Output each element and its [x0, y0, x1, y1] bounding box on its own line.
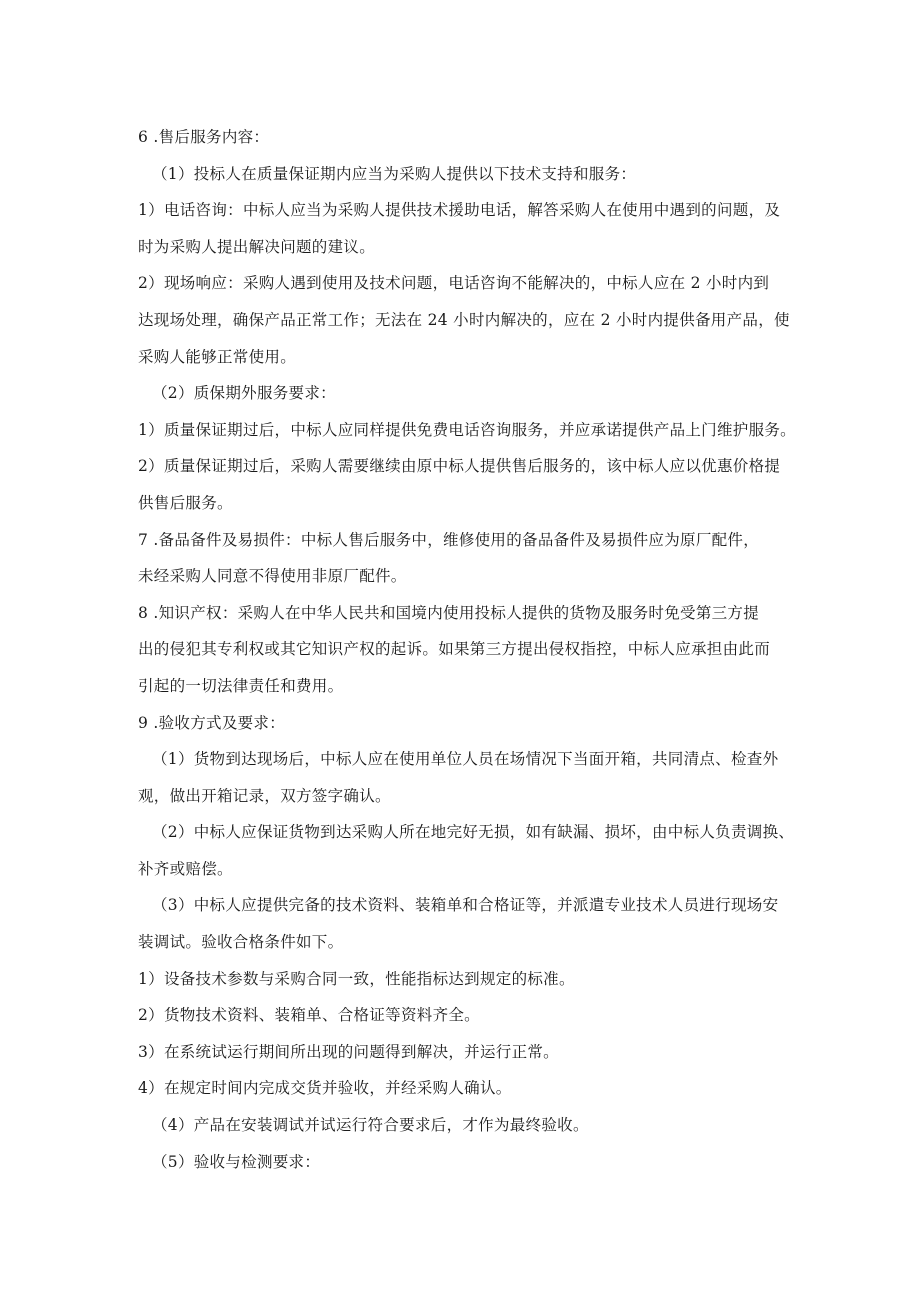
text-line: 未经采购人同意不得使用非原厂配件。: [138, 567, 407, 586]
text-line: 出的侵犯其专利权或其它知识产权的起诉。如果第三方提出侵权指控，中标人应承担由此而: [138, 640, 771, 659]
text-line: （5）验收与检测要求：: [152, 1152, 321, 1171]
text-line: （3）中标人应提供完备的技术资料、装箱单和合格证等，并派遣专业技术人员进行现场安: [152, 896, 779, 915]
text-line: 1）设备技术参数与采购合同一致，性能指标达到规定的标准。: [138, 969, 575, 988]
text-line: 2）货物技术资料、装箱单、合格证等资料齐全。: [138, 1006, 480, 1025]
text-line: 观，做出开箱记录，双方签字确认。: [138, 786, 391, 805]
text-line: 补齐或赔偿。: [138, 859, 233, 878]
text-line: （4）产品在安装调试并试运行符合要求后，才作为最终验收。: [152, 1116, 589, 1135]
document-body: [138, 119, 828, 1180]
text-line: 1）质量保证期过后，中标人应同样提供免费电话咨询服务，并应承诺提供产品上门维护服务。: [138, 420, 796, 439]
text-line: 7 .备品备件及易损件：中标人售后服务中，维修使用的备品备件及易损件应为原厂配件，: [138, 530, 760, 549]
text-line: （1）投标人在质量保证期内应当为采购人提供以下技术支持和服务：: [152, 164, 637, 183]
text-line: 6 .售后服务内容：: [138, 128, 270, 146]
text-line: （2）质保期外服务要求：: [152, 384, 336, 403]
text-line: 3）在系统试运行期间所出现的问题得到解决，并运行正常。: [138, 1042, 559, 1061]
text-line: 2）现场响应：采购人遇到使用及技术问题，电话咨询不能解决的，中标人应在 2 小时内到: [138, 274, 770, 293]
text-line: 装调试。验收合格条件如下。: [138, 933, 344, 952]
text-line: （1）货物到达现场后，中标人应在使用单位人员在场情况下当面开箱，共同清点、检查外: [152, 750, 779, 769]
text-line: 4）在规定时间内完成交货并验收，并经采购人确认。: [138, 1079, 512, 1098]
text-line: 达现场处理，确保产品正常工作；无法在 24 小时内解决的，应在 2 小时内提供备用产品，使: [138, 310, 790, 329]
text-line: 2）质量保证期过后，采购人需要继续由原中标人提供售后服务的，该中标人应以优惠价格提: [138, 457, 781, 476]
text-line: 供售后服务。: [138, 493, 233, 512]
text-line: （2）中标人应保证货物到达采购人所在地完好无损，如有缺漏、损坏，由中标人负责调换、: [152, 823, 795, 842]
text-line: 引起的一切法律责任和费用。: [138, 676, 344, 695]
text-line: 1）电话咨询：中标人应当为采购人提供技术援助电话，解答采购人在使用中遇到的问题，及: [138, 201, 781, 220]
text-line: 时为采购人提出解决问题的建议。: [138, 237, 376, 256]
text-line: 9 .验收方式及要求：: [138, 713, 286, 732]
text-line: 8 .知识产权：采购人在中华人民共和国境内使用投标人提供的货物及服务时免受第三方提: [138, 603, 760, 622]
text-line: 采购人能够正常使用。: [138, 347, 297, 366]
